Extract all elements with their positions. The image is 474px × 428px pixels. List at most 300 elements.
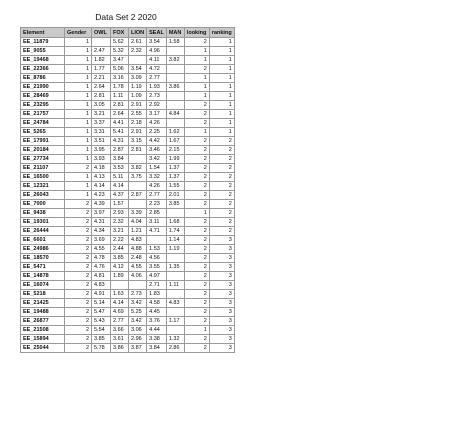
table-cell: 2	[65, 200, 92, 209]
table-cell: 4.97	[147, 272, 167, 281]
table-cell: 4.71	[147, 227, 167, 236]
table-row	[21, 245, 235, 254]
table-cell: 1.83	[147, 290, 167, 299]
table-row	[21, 65, 235, 74]
table-cell: 4.81	[92, 272, 111, 281]
table-row	[21, 344, 235, 353]
table-cell	[166, 209, 184, 218]
table-cell	[166, 326, 184, 335]
element-cell: EE_21990	[21, 83, 65, 92]
table-cell: 5.41	[111, 128, 129, 137]
table-cell	[111, 281, 129, 290]
table-cell	[129, 56, 147, 65]
element-cell: EE_7000	[21, 200, 65, 209]
table-row	[21, 38, 235, 47]
table-cell: 1	[209, 56, 234, 65]
table-cell: 5.43	[92, 317, 111, 326]
table-cell	[166, 65, 184, 74]
table-cell: 2	[65, 299, 92, 308]
table-cell: 1.78	[111, 83, 129, 92]
table-cell: 3.46	[147, 146, 167, 155]
table-cell: 2	[184, 254, 209, 263]
table-cell: 2.73	[147, 92, 167, 101]
table-cell: 1	[65, 173, 92, 182]
table-cell: 2	[209, 155, 234, 164]
table-cell: 2	[209, 137, 234, 146]
table-cell: 4.31	[111, 137, 129, 146]
table-row	[21, 182, 235, 191]
table-cell: 3.15	[129, 137, 147, 146]
table-cell: 3	[209, 272, 234, 281]
table-cell: 2	[65, 209, 92, 218]
element-cell: EE_20184	[21, 146, 65, 155]
table-row	[21, 335, 235, 344]
table-row	[21, 155, 235, 164]
table-cell	[166, 254, 184, 263]
table-cell: 3.85	[92, 335, 111, 344]
element-cell: EE_26444	[21, 227, 65, 236]
table-cell: 2.01	[166, 191, 184, 200]
table-row	[21, 92, 235, 101]
table-cell: 1.68	[166, 218, 184, 227]
table-row	[21, 272, 235, 281]
table-cell: 1.17	[166, 317, 184, 326]
table-cell: 3.47	[111, 56, 129, 65]
table-row	[21, 200, 235, 209]
table-row	[21, 290, 235, 299]
table-cell: 4.11	[147, 56, 167, 65]
table-cell: 1.63	[111, 290, 129, 299]
table-cell: 4.96	[147, 47, 167, 56]
table-cell: 1.11	[166, 281, 184, 290]
table-cell: 2.32	[111, 218, 129, 227]
table-cell: 1.55	[166, 182, 184, 191]
table-cell: 2	[184, 344, 209, 353]
table-cell: 1.11	[111, 92, 129, 101]
table-cell: 2	[184, 245, 209, 254]
table-cell: 2.96	[129, 335, 147, 344]
table-cell: 1.09	[129, 92, 147, 101]
element-cell: EE_21757	[21, 110, 65, 119]
table-cell: 3.17	[147, 110, 167, 119]
table-cell: 2.87	[111, 146, 129, 155]
table-cell: 2	[65, 317, 92, 326]
table-cell: 3.85	[166, 200, 184, 209]
table-cell: 1	[65, 110, 92, 119]
table-cell: 2	[184, 191, 209, 200]
table-cell: 4.56	[147, 254, 167, 263]
table-cell: 2.21	[92, 74, 111, 83]
element-cell: EE_5218	[21, 290, 65, 299]
table-cell: 2.15	[166, 146, 184, 155]
table-cell: 1	[184, 83, 209, 92]
table-cell: 1	[65, 119, 92, 128]
table-cell: 2.87	[129, 191, 147, 200]
table-row	[21, 56, 235, 65]
table-cell: 1	[65, 74, 92, 83]
table-cell: 2	[65, 236, 92, 245]
element-cell: EE_8786	[21, 74, 65, 83]
table-cell	[129, 155, 147, 164]
table-cell: 2	[184, 317, 209, 326]
table-cell	[129, 281, 147, 290]
table-cell: 3.86	[166, 83, 184, 92]
table-cell: 4.31	[92, 218, 111, 227]
table-cell: 2.25	[147, 128, 167, 137]
table-cell: 1.74	[166, 227, 184, 236]
column-header: FOX	[111, 28, 129, 38]
table-cell: 4.83	[129, 236, 147, 245]
table-cell: 1.93	[147, 83, 167, 92]
table-cell: 4.72	[147, 65, 167, 74]
table-cell: 3.69	[92, 236, 111, 245]
table-cell	[166, 74, 184, 83]
table-cell: 5.25	[129, 308, 147, 317]
table-row	[21, 227, 235, 236]
element-cell: EE_21107	[21, 164, 65, 173]
table-row	[21, 209, 235, 218]
table-cell: 2	[184, 218, 209, 227]
table-cell: 2	[184, 155, 209, 164]
table-cell: 4.04	[129, 218, 147, 227]
table-cell: 1	[184, 47, 209, 56]
table-cell: 3.66	[111, 326, 129, 335]
table-cell: 3.06	[129, 326, 147, 335]
table-cell: 5.47	[92, 308, 111, 317]
table-cell: 2.91	[129, 101, 147, 110]
table-cell: 4.18	[92, 164, 111, 173]
table-cell: 1.58	[166, 38, 184, 47]
table-cell: 1	[184, 92, 209, 101]
table-cell: 2	[184, 308, 209, 317]
table-cell: 2.23	[147, 200, 167, 209]
table-cell: 3.85	[111, 254, 129, 263]
table-cell: 2.92	[147, 101, 167, 110]
table-cell: 3.51	[92, 137, 111, 146]
table-cell: 1	[65, 92, 92, 101]
table-cell: 4.14	[111, 182, 129, 191]
table-cell: 3.37	[92, 119, 111, 128]
table-cell	[166, 92, 184, 101]
table-cell: 1	[184, 326, 209, 335]
table-cell: 1.89	[111, 272, 129, 281]
table-cell: 3.05	[92, 101, 111, 110]
table-cell: 3.84	[147, 344, 167, 353]
element-cell: EE_21508	[21, 326, 65, 335]
table-cell: 5.32	[111, 47, 129, 56]
table-cell: 1.77	[92, 65, 111, 74]
table-cell: 3	[209, 263, 234, 272]
table-row	[21, 299, 235, 308]
table-cell: 2	[65, 263, 92, 272]
column-header: SEAL	[147, 28, 167, 38]
element-cell: EE_14878	[21, 272, 65, 281]
table-cell: 3.21	[111, 227, 129, 236]
table-cell	[129, 182, 147, 191]
table-cell: 2.22	[111, 236, 129, 245]
table-cell: 1.53	[147, 245, 167, 254]
table-cell: 2	[209, 182, 234, 191]
table-cell: 3	[209, 290, 234, 299]
table-cell	[129, 200, 147, 209]
table-cell: 2	[65, 335, 92, 344]
element-cell: EE_28469	[21, 92, 65, 101]
table-cell: 3.55	[147, 263, 167, 272]
table-cell: 4.83	[166, 299, 184, 308]
table-cell	[166, 101, 184, 110]
table-row	[21, 128, 235, 137]
table-row	[21, 137, 235, 146]
table-cell: 4.58	[147, 299, 167, 308]
table-cell: 2.86	[166, 344, 184, 353]
table-cell: 2	[65, 245, 92, 254]
table-cell: 2	[184, 299, 209, 308]
table-row	[21, 101, 235, 110]
table-cell: 1	[209, 38, 234, 47]
table-cell: 3.93	[92, 155, 111, 164]
table-cell: 3.76	[147, 317, 167, 326]
table-cell: 3.38	[147, 335, 167, 344]
table-cell: 2.91	[129, 128, 147, 137]
table-body	[21, 38, 235, 353]
table-cell: 1	[209, 65, 234, 74]
table-cell: 4.42	[147, 137, 167, 146]
table-cell: 1	[209, 128, 234, 137]
column-header: Gender	[65, 28, 92, 38]
table-cell: 2.93	[111, 209, 129, 218]
table-cell: 4.06	[129, 272, 147, 281]
table-cell: 2	[184, 146, 209, 155]
table-cell: 3.53	[111, 164, 129, 173]
table-cell: 1	[65, 47, 92, 56]
table-row	[21, 317, 235, 326]
table-cell: 2.77	[111, 317, 129, 326]
table-cell: 3.39	[129, 209, 147, 218]
table-cell: 4.14	[111, 299, 129, 308]
table-cell	[166, 272, 184, 281]
table-row	[21, 308, 235, 317]
table-cell: 1	[65, 137, 92, 146]
table-cell: 3.54	[129, 65, 147, 74]
table-cell: 4.23	[92, 191, 111, 200]
column-header: Element	[21, 28, 65, 38]
table-cell: 2	[184, 182, 209, 191]
table-header-row	[21, 28, 235, 38]
table-cell: 2	[209, 218, 234, 227]
table-cell: 3.16	[111, 74, 129, 83]
table-cell: 5.06	[111, 65, 129, 74]
table-cell: 2.71	[147, 281, 167, 290]
table-cell: 3	[209, 281, 234, 290]
table-cell: 2	[209, 227, 234, 236]
table-cell: 4.88	[129, 245, 147, 254]
table-row	[21, 254, 235, 263]
element-cell: EE_17991	[21, 137, 65, 146]
table-cell: 1.14	[166, 236, 184, 245]
table-cell: 3.21	[92, 110, 111, 119]
element-cell: EE_12321	[21, 182, 65, 191]
table-cell: 2.44	[111, 245, 129, 254]
table-cell: 1	[209, 47, 234, 56]
table-row	[21, 146, 235, 155]
table-cell: 1.54	[147, 164, 167, 173]
table-cell: 2.81	[92, 92, 111, 101]
table-cell: 4.45	[147, 308, 167, 317]
table-cell	[166, 119, 184, 128]
element-cell: EE_6601	[21, 236, 65, 245]
table-cell: 2	[209, 164, 234, 173]
table-cell: 2.18	[129, 119, 147, 128]
table-cell: 1	[65, 146, 92, 155]
table-cell: 2.64	[92, 83, 111, 92]
element-cell: EE_24986	[21, 245, 65, 254]
column-header: looking	[184, 28, 209, 38]
table-cell: 3.54	[147, 38, 167, 47]
table-cell: 2.64	[111, 110, 129, 119]
table-cell: 4.44	[147, 326, 167, 335]
table-cell: 3	[209, 344, 234, 353]
element-cell: EE_27734	[21, 155, 65, 164]
table-cell: 1	[209, 101, 234, 110]
table-row	[21, 191, 235, 200]
table-cell: 2	[184, 65, 209, 74]
table-cell: 2	[209, 200, 234, 209]
table-cell: 3.97	[92, 209, 111, 218]
table-cell: 2	[184, 110, 209, 119]
table-cell: 1	[209, 92, 234, 101]
table-cell: 1	[184, 56, 209, 65]
table-cell: 2	[184, 272, 209, 281]
table-cell: 4.76	[92, 263, 111, 272]
element-cell: EE_19488	[21, 308, 65, 317]
table-row	[21, 281, 235, 290]
table-cell: 1	[65, 155, 92, 164]
table-cell: 2	[65, 344, 92, 353]
table-cell	[166, 308, 184, 317]
table-cell: 2	[209, 191, 234, 200]
element-cell: EE_21425	[21, 299, 65, 308]
element-cell: EE_16074	[21, 281, 65, 290]
table-cell: 3	[209, 317, 234, 326]
table-cell: 5.54	[92, 326, 111, 335]
table-cell: 5.78	[92, 344, 111, 353]
table-cell: 2.32	[129, 47, 147, 56]
table-row	[21, 263, 235, 272]
table-cell: 4.14	[92, 182, 111, 191]
table-cell: 2.81	[129, 146, 147, 155]
table-cell: 1	[65, 83, 92, 92]
table-cell: 2	[184, 164, 209, 173]
table-cell: 2	[184, 335, 209, 344]
table-cell: 2	[184, 236, 209, 245]
table-cell: 2.85	[147, 209, 167, 218]
table-cell: 2	[65, 227, 92, 236]
table-cell: 3	[209, 335, 234, 344]
table-cell: 3.95	[92, 146, 111, 155]
table-cell: 2	[209, 146, 234, 155]
table-cell: 2.48	[129, 254, 147, 263]
element-cell: EE_11879	[21, 38, 65, 47]
table-cell: 3.42	[129, 299, 147, 308]
table-cell: 5.14	[92, 299, 111, 308]
table-row	[21, 236, 235, 245]
table-cell: 2.73	[129, 290, 147, 299]
table-cell: 3	[209, 326, 234, 335]
table-cell: 2	[184, 101, 209, 110]
table-cell: 2	[184, 38, 209, 47]
table-cell: 2	[184, 281, 209, 290]
table-cell: 1.67	[166, 137, 184, 146]
table-cell: 1	[209, 110, 234, 119]
table-cell: 4.12	[111, 263, 129, 272]
table-cell: 1.21	[129, 227, 147, 236]
table-cell: 1	[209, 119, 234, 128]
table-row	[21, 119, 235, 128]
table-cell: 2	[184, 173, 209, 182]
table-cell: 2	[184, 119, 209, 128]
table-cell: 2	[65, 272, 92, 281]
table-cell: 2	[209, 173, 234, 182]
table-cell: 1.32	[166, 335, 184, 344]
table-cell	[166, 290, 184, 299]
table-cell: 2.55	[129, 110, 147, 119]
sheet-title: Data Set 2 2020	[95, 12, 157, 22]
table-cell: 2.81	[111, 101, 129, 110]
table-cell: 2	[184, 200, 209, 209]
table-cell: 1.37	[166, 173, 184, 182]
element-cell: EE_23295	[21, 101, 65, 110]
data-table	[20, 27, 235, 353]
table-cell: 2	[184, 137, 209, 146]
table-row	[21, 164, 235, 173]
table-cell: 2	[65, 254, 92, 263]
table-cell: 2.47	[92, 47, 111, 56]
table-cell: 1.99	[166, 155, 184, 164]
table-row	[21, 47, 235, 56]
table-cell: 1	[65, 101, 92, 110]
table-cell: 1.57	[111, 200, 129, 209]
table-row	[21, 218, 235, 227]
table-cell: 3.87	[129, 344, 147, 353]
element-cell: EE_15894	[21, 335, 65, 344]
table-cell: 3	[209, 299, 234, 308]
column-header: ranking	[209, 28, 234, 38]
table-cell: 5.62	[111, 38, 129, 47]
table-cell: 3.84	[111, 155, 129, 164]
table-cell: 3	[209, 245, 234, 254]
table-cell: 3.42	[129, 317, 147, 326]
element-cell: EE_5471	[21, 263, 65, 272]
table-cell: 3.32	[147, 173, 167, 182]
column-header: MAN	[166, 28, 184, 38]
column-header: OWL	[92, 28, 111, 38]
table-cell: 4.84	[166, 110, 184, 119]
table-cell	[166, 47, 184, 56]
table-cell: 1.19	[129, 83, 147, 92]
table-cell: 1	[65, 38, 92, 47]
table-cell: 1.35	[166, 263, 184, 272]
table-cell: 1	[209, 83, 234, 92]
table-cell: 1	[184, 209, 209, 218]
table-row	[21, 326, 235, 335]
table-cell: 1	[209, 74, 234, 83]
table-cell: 1	[65, 56, 92, 65]
table-cell	[147, 236, 167, 245]
table-cell: 1	[65, 182, 92, 191]
table-cell: 3.11	[147, 218, 167, 227]
element-cell: EE_18570	[21, 254, 65, 263]
table-cell: 2	[184, 263, 209, 272]
